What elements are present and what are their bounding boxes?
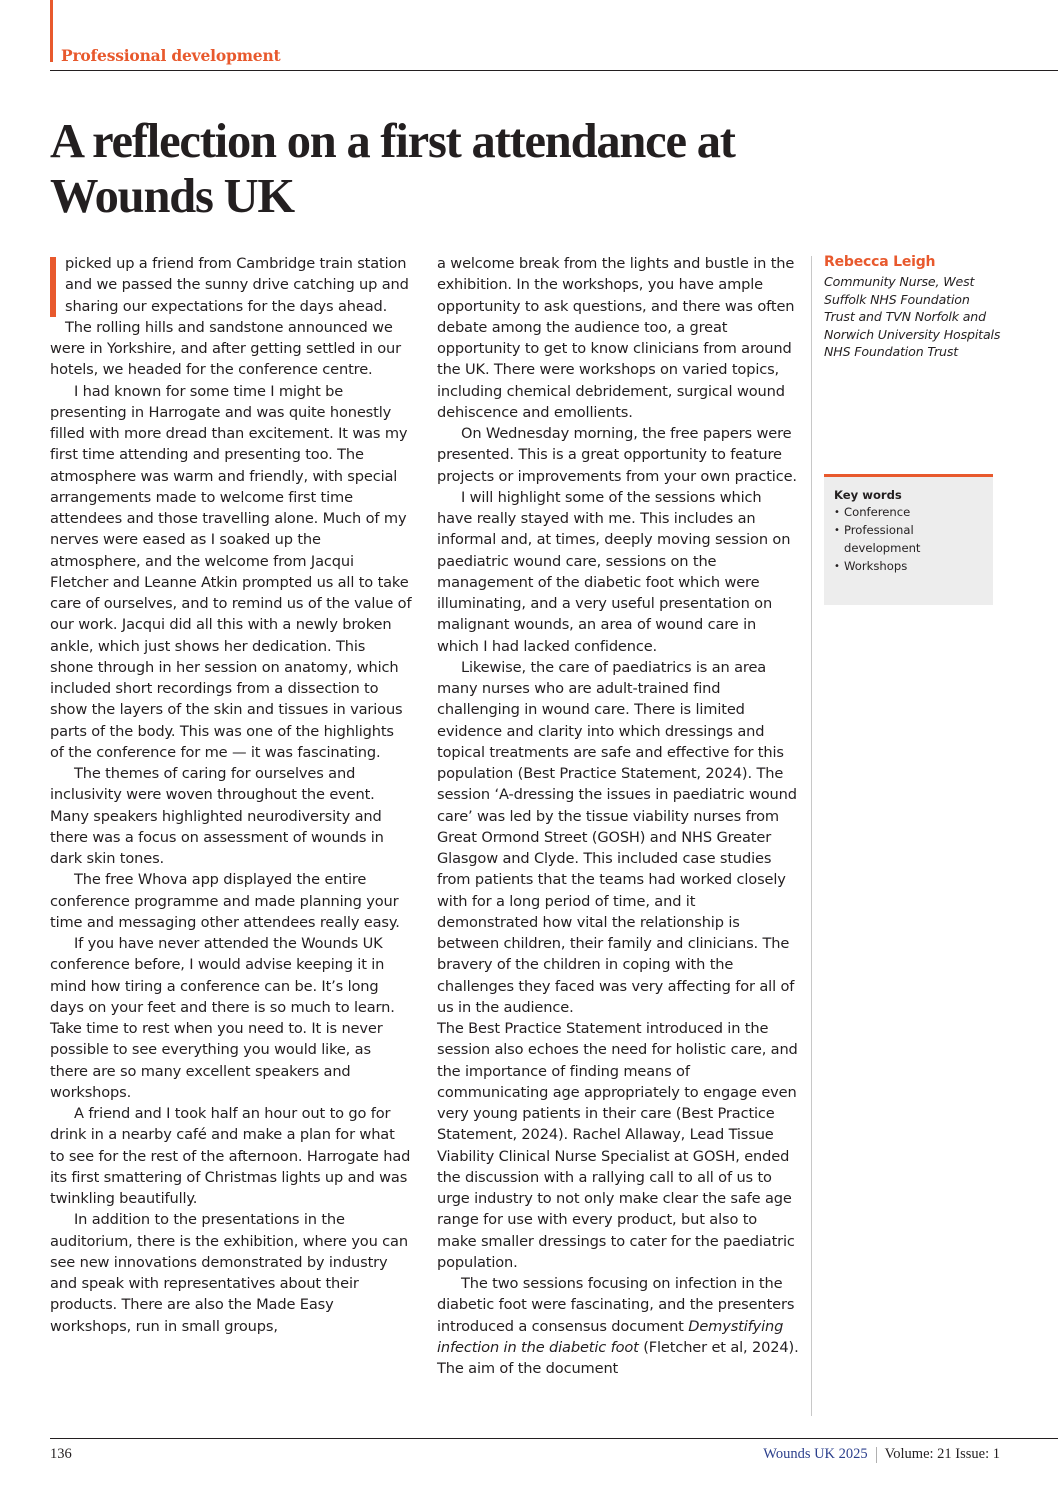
journal-info — [763, 1446, 1000, 1463]
paragraph: If you have never attended the Wounds UK conference before, I would advise keeping it in mind how tiring a conference can be. It’s long days on your feet and there is so much to learn. Take time to rest when you need to. It is never possible to see everything you would like, as there are so many excellent speakers and workshops. — [50, 935, 395, 1101]
article-column-1 — [50, 253, 412, 1337]
paragraph: The Best Practice Statement introduced in the session also echoes the need for holistic care, and the importance of finding means of communicating age appropriately to engage even very young patients in their care (Best Practice Statement, 2024). Rachel Allaway, Lead Tissue Viability Clinical Nurse Specialist at GOSH, ended the discussion with a rallying call to all of us to urge industry to not only make clear the safe age range for use with every product, but also to make smaller dressings to cater for the paediatric population. — [437, 1020, 798, 1271]
volume-issue: Volume: 21 Issue: 1 — [884, 1446, 1000, 1462]
paragraph: Likewise, the care of paediatrics is an area many nurses who are adult-trained find challenging in wound care. There is limited evidence and clarity into which dressings and topical treatments are safe and effective for this population (Best Practice Statement, 2024). The session ‘A-dressing the issues in paediatric wound care’ was led by the tissue viability nurses from Great Ormond Street (GOSH) and NHS Greater Glasgow and Clyde. This included case studies from patients that the teams had worked closely with for a long period of time, and it demonstrated how vital the relationship is between children, their family and clinicians. The bravery of the children in coping with the challenges they faced was very affecting for all of us in the audience. — [437, 658, 797, 1016]
paragraph: A friend and I took half an hour out to go for drink in a nearby café and make a plan for what to see for the rest of the afternoon. Harrogate had its first smattering of Christmas lights up and was twinkling beautifully. — [50, 1105, 411, 1207]
paragraph: On Wednesday morning, the free papers were presented. This is a great opportunity to feature projects or improvements from your own practice. — [437, 425, 797, 485]
paragraph: The two sessions focusing on infection in the diabetic foot were fascinating, and the presenters introduced a consensus document Demystifying infection in the diabetic foot (Fletcher et al, 2024). The aim of the document — [437, 1275, 799, 1377]
author-block — [824, 254, 1004, 361]
keyword-item: • Workshops — [834, 558, 983, 575]
sidebar-divider — [811, 256, 812, 1416]
footer-divider — [50, 1438, 1058, 1439]
article-column-2 — [437, 253, 799, 1379]
paragraph: a welcome break from the lights and bustle in the exhibition. In the workshops, you have ample opportunity to ask questions, and there was often debate among the audience too, a great opportunity to get to know clinicians from around the UK. There were workshops on varied topics, including chemical debridement, surgical wound dehiscence and emollients. — [437, 255, 795, 421]
paragraph: I had known for some time I might be presenting in Harrogate and was quite honestly filled with more dread than excitement. It was my first time attending and presenting too. The atmosphere was warm and friendly, with special arrangements made to welcome first time attendees and those travelling alone. Much of my nerves were eased as I soaked up the atmosphere, and the welcome from Jacqui Fletcher and Leanne Atkin prompted us all to take care of ourselves, and to remind us of the value of our work. Jacqui did all this with a newly broken ankle, which just shows her dedication. This shone through in her session on anatomy, which included short recordings from a dissection to show the layers of the skin and tissues in various parts of the body. This was one of the highlights of the conference for me — it was fascinating. — [50, 382, 412, 761]
keyword-item: • Professional development — [834, 522, 983, 557]
section-label: Professional development — [61, 46, 281, 65]
paragraph: picked up a friend from Cambridge train station and we passed the sunny drive catching up and sharing our expectations for the days ahead. The rolling hills and sandstone announced we were in Yorkshire, and after getting settled in our hotels, we headed for the conference centre. — [50, 255, 409, 379]
keywords-box — [824, 474, 993, 605]
author-affiliation: Community Nurse, West Suffolk NHS Foundation Trust and TVN Norfolk and Norwich University Hospitals NHS Foundation Trust — [824, 274, 1001, 360]
keyword-item: • Conference — [834, 504, 983, 521]
paragraph: In addition to the presentations in the auditorium, there is the exhibition, where you can see new innovations demonstrated by industry and speak with representatives about their products. There are also the Made Easy workshops, run in small groups, — [50, 1211, 408, 1335]
paragraph: The free Whova app displayed the entire conference programme and made planning your time and messaging other attendees really easy. — [50, 871, 400, 931]
document-title: Demystifying infection in the diabetic foot — [437, 1317, 784, 1356]
header-divider — [50, 70, 1058, 71]
page-number: 136 — [50, 1446, 72, 1462]
article-title: A reflection on a first attendance at Wounds UK — [50, 115, 735, 223]
keywords-list — [834, 504, 983, 575]
paragraph: The themes of caring for ourselves and inclusivity were woven throughout the event. Many speakers highlighted neurodiversity and there was a focus on assessment of wounds in dark skin tones. — [50, 765, 384, 867]
journal-name: Wounds UK 2025 — [763, 1446, 868, 1462]
paragraph: I will highlight some of the sessions which have really stayed with me. This includes an informal and, at times, deeply moving session on paediatric wound care, sessions on the management of the diabetic foot which were illuminating, and a very useful presentation on malignant wounds, an area of wound care in which I had lacked confidence. — [437, 488, 791, 655]
author-name: Rebecca Leigh — [824, 254, 936, 270]
drop-cap-bar — [50, 257, 56, 317]
section-accent-bar — [50, 0, 53, 62]
keywords-title: Key words — [834, 488, 902, 502]
journal-separator — [876, 1447, 877, 1463]
